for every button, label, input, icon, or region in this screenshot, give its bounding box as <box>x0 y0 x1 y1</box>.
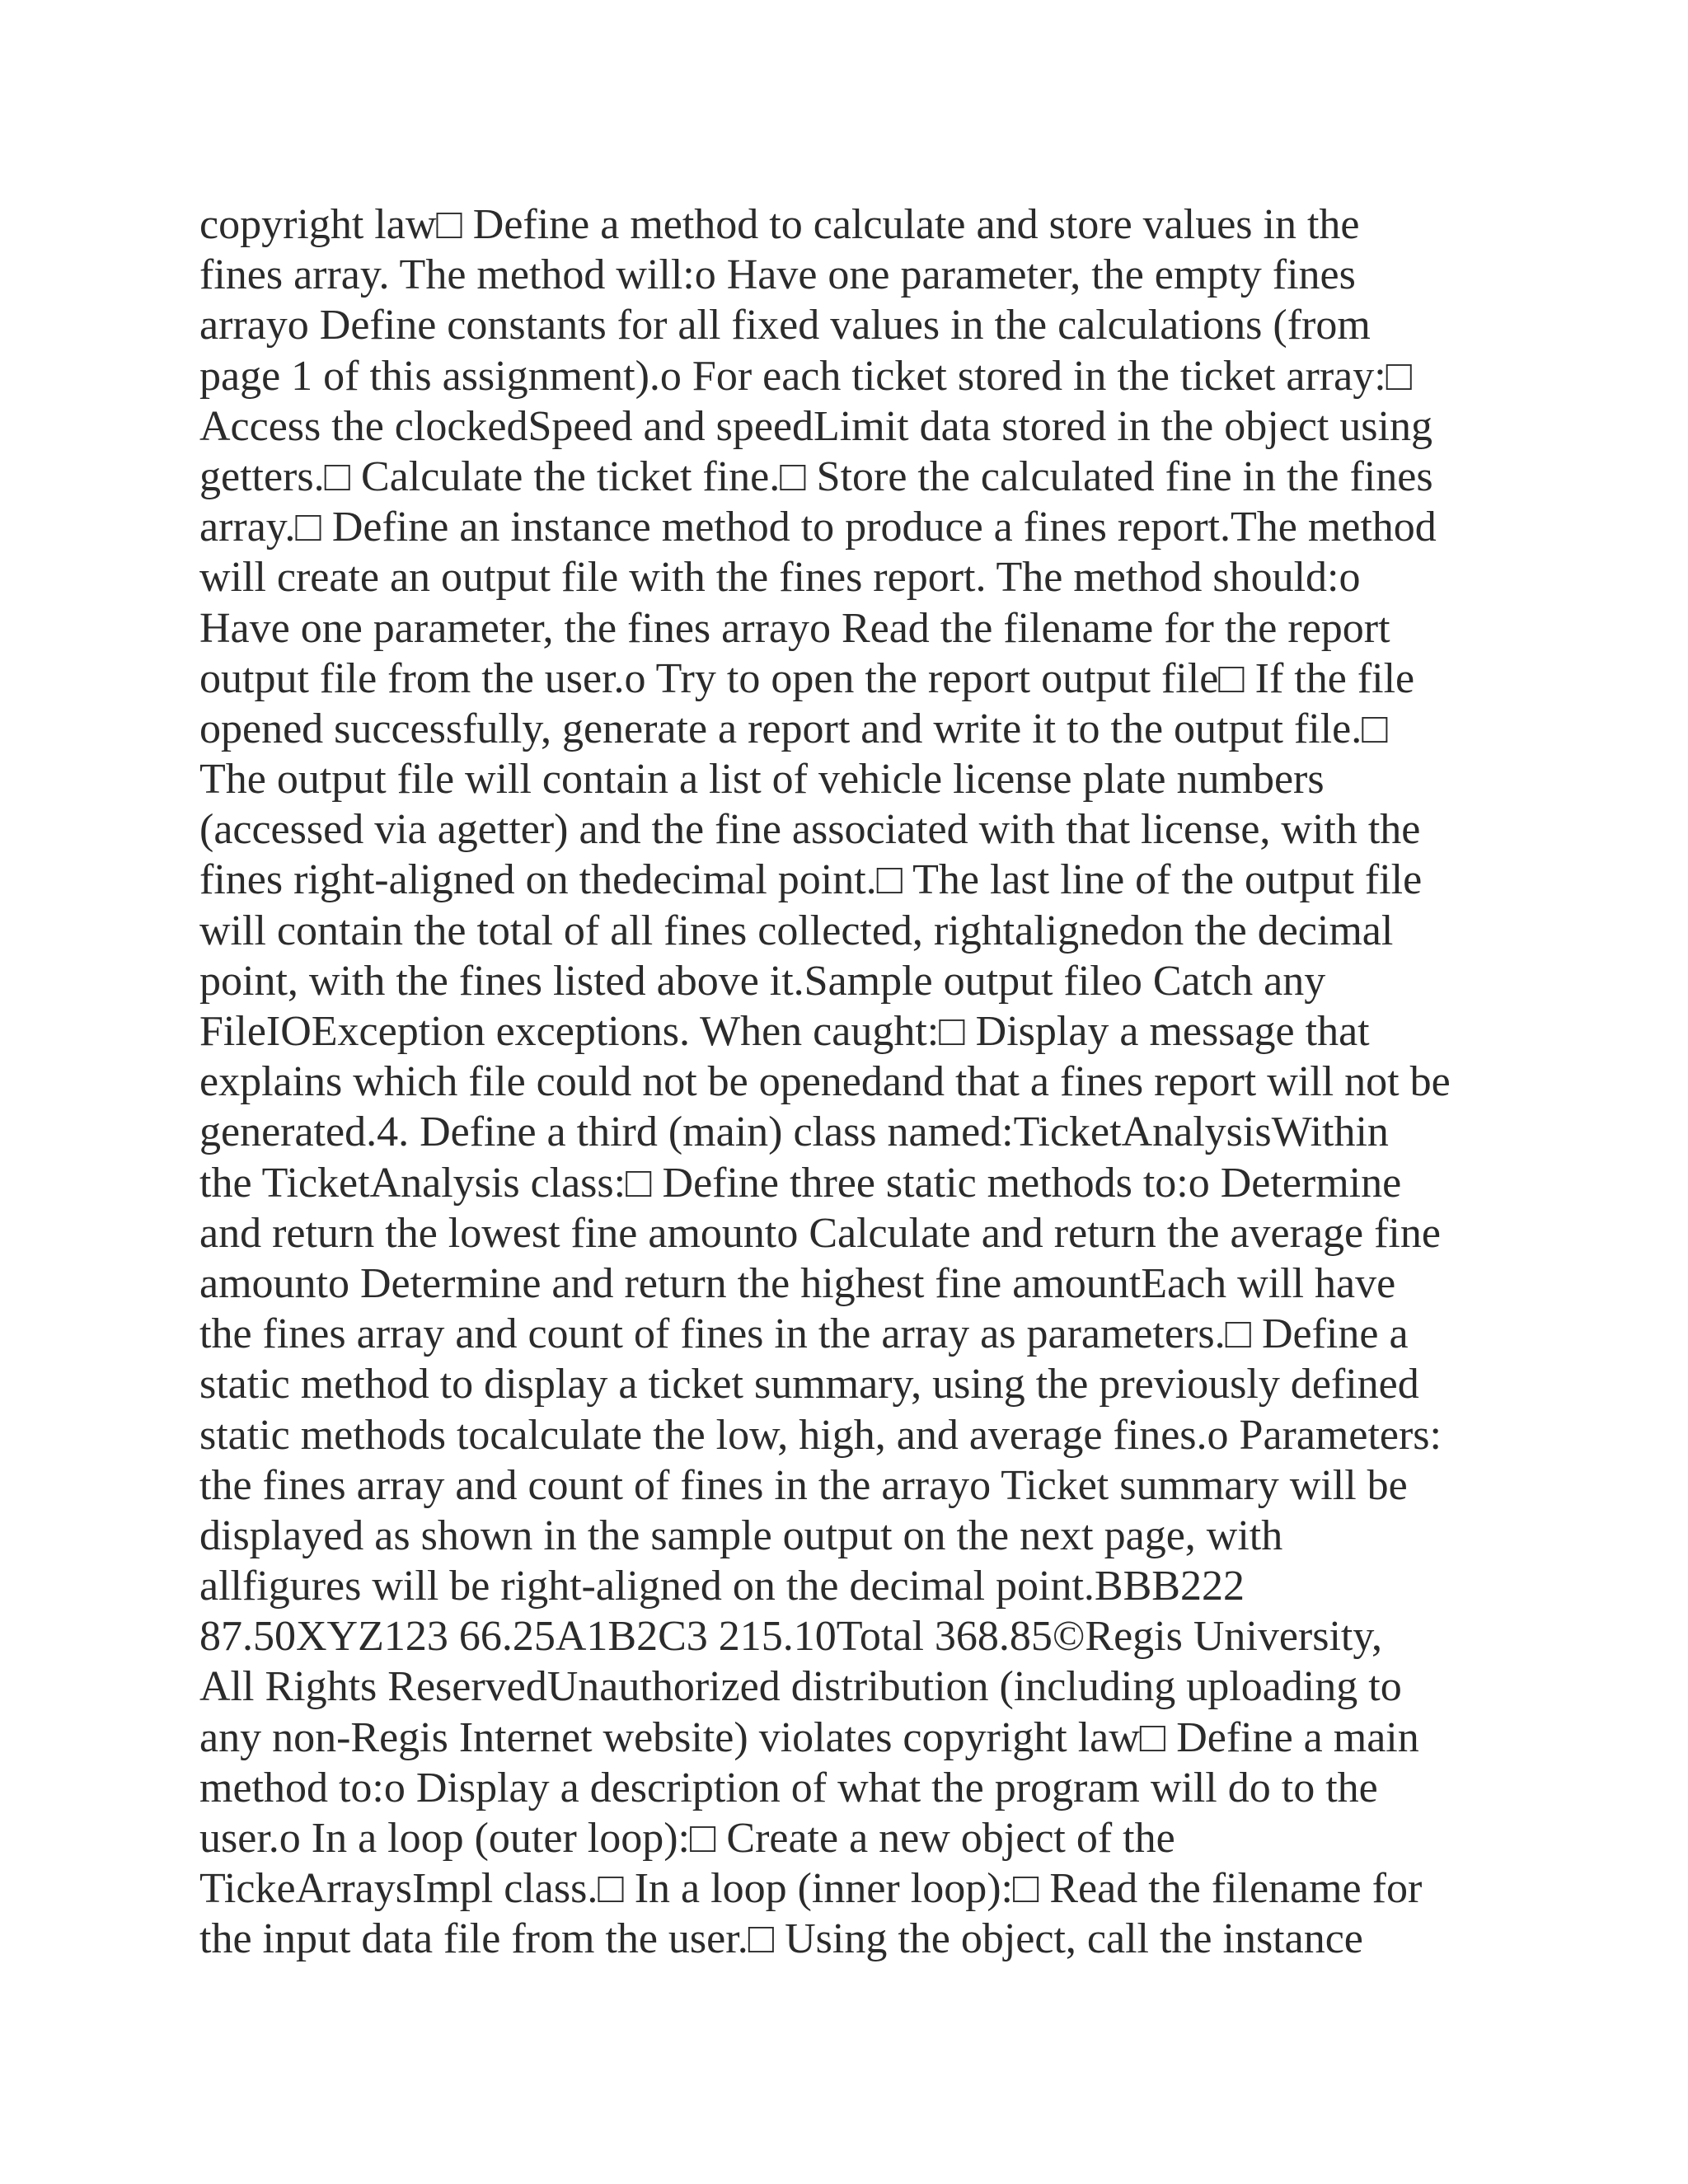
text-line: array.□ Define an instance method to produce a fines report.The method <box>199 504 1437 551</box>
text-line: getters.□ Calculate the ticket fine.□ Store the calculated fine in the fines <box>199 452 1433 500</box>
text-line: the fines array and count of fines in the arrayo Ticket summary will be <box>199 1461 1408 1509</box>
text-line: user.o In a loop (outer loop):□ Create a new object of the <box>199 1815 1175 1862</box>
text-line: fines right-aligned on thedecimal point.□ The last line of the output file <box>199 856 1423 904</box>
text-line: FileIOException exceptions. When caught:□ Display a message that <box>199 1008 1370 1055</box>
text-line: will create an output file with the fines report. The method should:o <box>199 554 1361 602</box>
text-line: (accessed via agetter) and the fine associated with that license, with the <box>199 806 1421 854</box>
text-line: arrayo Define constants for all fixed values in the calculations (from <box>199 302 1371 349</box>
text-line: 87.50XYZ123 66.25A1B2C3 215.10Total 368.85©Regis University, <box>199 1613 1383 1661</box>
text-line: and return the lowest fine amounto Calculate and return the average fine <box>199 1209 1441 1257</box>
text-line: method to:o Display a description of what the program will do to the <box>199 1764 1378 1811</box>
text-line: the TicketAnalysis class:□ Define three static methods to:o Determine <box>199 1159 1402 1207</box>
text-line: The output file will contain a list of vehicle license plate numbers <box>199 756 1325 804</box>
text-line: fines array. The method will:o Have one parameter, the empty fines <box>199 251 1356 299</box>
text-line: explains which file could not be openedand that a fines report will not be <box>199 1058 1451 1106</box>
text-line: page 1 of this assignment).o For each ticket stored in the ticket array:□ <box>199 352 1413 400</box>
text-line: amounto Determine and return the highest fine amountEach will have <box>199 1259 1396 1307</box>
body-text <box>199 199 1518 1965</box>
text-line: will contain the total of all fines collected, rightalignedon the decimal <box>199 907 1394 954</box>
text-line: generated.4. Define a third (main) class named:TicketAnalysisWithin <box>199 1108 1389 1156</box>
text-line: any non-Regis Internet website) violates copyright law□ Define a main <box>199 1713 1419 1761</box>
text-line: allfigures will be right-aligned on the decimal point.BBB222 <box>199 1563 1245 1610</box>
text-line: displayed as shown in the sample output on the next page, with <box>199 1511 1283 1559</box>
text-line: the input data file from the user.□ Using the object, call the instance <box>199 1915 1363 1963</box>
text-line: static method to display a ticket summary, using the previously defined <box>199 1361 1419 1408</box>
text-line: copyright law□ Define a method to calculate and store values in the <box>199 201 1360 248</box>
text-line: output file from the user.o Try to open the report output file□ If the file <box>199 654 1415 702</box>
text-line: Access the clockedSpeed and speedLimit data stored in the object using <box>199 402 1432 450</box>
text-line: Have one parameter, the fines arrayo Read the filename for the report <box>199 604 1390 652</box>
text-line: static methods tocalculate the low, high, and average fines.o Parameters: <box>199 1411 1442 1459</box>
text-line: All Rights ReservedUnauthorized distribution (including uploading to <box>199 1663 1402 1711</box>
text-line: TickeArraysImpl class.□ In a loop (inner loop):□ Read the filename for <box>199 1865 1423 1913</box>
text-line: opened successfully, generate a report and write it to the output file.□ <box>199 705 1388 752</box>
text-line: the fines array and count of fines in the array as parameters.□ Define a <box>199 1310 1409 1358</box>
text-line: point, with the fines listed above it.Sample output fileo Catch any <box>199 957 1326 1005</box>
